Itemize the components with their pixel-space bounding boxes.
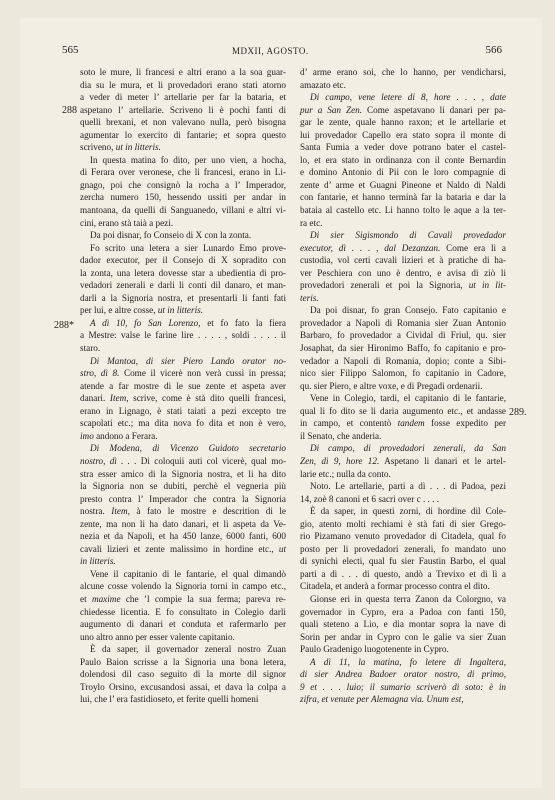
text-line [80, 166, 286, 179]
text-segment: 14, zoè 8 canoni et 6 sacri over c . . . . [300, 493, 440, 504]
italic-text-segment: zifra, et venute per Alemagna via. Unum est, [300, 694, 464, 705]
text-segment: cini, erano stà taià a pezi. [80, 217, 174, 228]
text-segment: zente d’ arme et Guagni Pineone et Naldo di Naldi [300, 179, 506, 190]
text-segment: la Signoria non se dubiti, perchè el vegneria più [80, 481, 286, 492]
text-segment: a Mestre: valse le farine lire . . . . , soldi . . . . il [80, 330, 286, 341]
text-line [300, 631, 506, 644]
text-segment: Come aspetavano li danari per pa- [362, 104, 506, 115]
text-segment: Gionse eri in questa terra Zanon da Colorgno, va [310, 593, 506, 604]
text-segment: amazato etc. [300, 79, 346, 90]
text-segment: il Senato, che anderia. [300, 430, 382, 441]
text-segment: soto le mure, li francesi e altri erano a la soa guar- [80, 67, 286, 77]
right-text-column [300, 66, 506, 706]
text-line [300, 204, 506, 217]
text-line [80, 329, 286, 342]
text-line [80, 442, 286, 455]
text-line [80, 279, 286, 292]
text-line [300, 593, 506, 606]
text-line [300, 455, 506, 468]
text-line [300, 292, 506, 305]
text-line [300, 217, 506, 230]
text-line [300, 104, 506, 117]
text-line [80, 154, 286, 167]
text-line [300, 643, 506, 656]
text-segment: zente, ma non li ha dato danari, et li aspeta da Ve- [80, 518, 286, 529]
text-line [300, 129, 506, 142]
text-line [80, 79, 286, 92]
text-line [80, 380, 286, 393]
text-segment: È da saper, in questi zorni, di hordine dil Cole- [310, 506, 506, 517]
italic-text-segment: Item, [111, 506, 130, 517]
running-title: MDXII, AGOSTO. [232, 46, 309, 56]
text-segment: rio Pizamano venuto provedador di Citadela, qual fo [300, 531, 506, 542]
text-segment: vedadori zenerali e darli li conti dil danaro, et man- [80, 280, 286, 291]
text-line [80, 606, 286, 619]
text-segment: alcune cosse volendo la Signoria torni in campo etc., [80, 581, 286, 592]
text-segment: quelli brexani, et non valevano nulla, però bisogna [80, 117, 286, 128]
text-segment: Fo scrito una letera a sier Lunardo Emo prove- [90, 242, 286, 253]
text-segment: qual li fo dito se li daria augumento etc., et andasse [300, 405, 506, 416]
text-line [80, 405, 286, 418]
text-segment: posto per li provedadori zenerali, fo mandato uno [300, 543, 506, 554]
italic-text-segment: Di Modena, di Vicenzo Guidoto secretario [90, 443, 286, 454]
text-segment: scapolati etc.; ma dita nova fo dita et non è vero, [80, 418, 286, 429]
text-segment: nico sier Filippo Salomon, fo capitanio in Cadore, [300, 368, 506, 379]
text-line [300, 693, 506, 706]
text-segment: Da poi disnar, fo Conseio di X con la zonta. [90, 230, 252, 241]
text-line [300, 405, 506, 418]
text-line [300, 493, 506, 506]
margin-number-288b: 288* [54, 320, 74, 331]
text-segment: governador in Cypro, era a Padoa con fanti 150, [300, 606, 506, 617]
text-line [300, 668, 506, 681]
text-line [300, 179, 506, 192]
text-line [300, 580, 506, 593]
text-segment: et fo fato la fiera [200, 317, 286, 328]
text-line [80, 668, 286, 681]
text-segment: nostra. [80, 506, 112, 517]
text-line [300, 304, 506, 317]
italic-text-segment: tandem [397, 418, 425, 429]
italic-text-segment: 9 et . . . luio; il sumario scriverò di soto: è in [300, 681, 506, 692]
text-segment: d’ arme erano soi, che lo hanno, per vendicharsi, [300, 67, 506, 77]
margin-number-288: 288 [62, 105, 77, 116]
text-segment: parti a dì . . . di questo, andò a Trevixo et di lì a [300, 568, 506, 579]
text-segment: lui, che l’ era fastidioseto, et ferite quelli homeni [80, 694, 259, 705]
italic-text-segment: teris. [300, 292, 319, 303]
text-segment: lui provedador Capello era stato sopra il monte di [300, 129, 506, 140]
text-line [300, 79, 506, 92]
text-line [300, 141, 506, 154]
text-segment: lo, et era stato in ordinanza con il conte Bernardin [300, 154, 506, 165]
text-segment: ra etc. [300, 217, 323, 228]
italic-text-segment: ut in litteris. [157, 305, 203, 316]
text-line [300, 154, 506, 167]
text-segment: Citadela, et anderà a formar processo contra el dito. [300, 581, 490, 592]
text-segment: fosse expedito per [424, 418, 507, 429]
italic-text-segment: Di Mantoa, di sier Piero Lando orator no- [90, 355, 286, 366]
text-segment: Paulo Gradenigo luogotenente in Cypro. [300, 644, 449, 655]
text-line [80, 468, 286, 481]
text-segment: Barbaro, fo provedador a Cividal di Friul, qu. sier [300, 330, 506, 341]
text-segment: bataia al castello etc. Li hanno tolto le aque a la ter- [300, 205, 506, 216]
text-segment: aspetano l’ artellarie. Scriveno li è pochi fanti di [80, 104, 286, 115]
italic-text-segment: pur a San Zen. [300, 104, 363, 115]
text-segment: nezia et da Napoli, et ha 450 lanze, 6000 fanti, 600 [80, 531, 286, 542]
text-line [80, 66, 286, 79]
text-line [300, 380, 506, 393]
text-segment: Troylo Orsino, excusandosi assai, et dava la colpa a [80, 681, 286, 692]
text-segment: gar le zente, quale hanno raxon; et le artellarie et [300, 117, 506, 128]
text-line [300, 229, 506, 242]
text-segment: Come era lì a [440, 242, 506, 253]
text-segment: augumento di danari et conduta et rafermarlo per [80, 619, 286, 630]
text-segment: dolendosi dil caso seguito di la morte dil signor [80, 669, 286, 680]
text-line [80, 204, 286, 217]
text-line [80, 304, 286, 317]
text-segment: in campo, et contentò [300, 418, 398, 429]
text-line [300, 91, 506, 104]
text-line [80, 179, 286, 192]
text-line [80, 229, 286, 242]
text-line [80, 530, 286, 543]
text-segment: Di coloquii auti col vicerè, qual mo- [136, 455, 287, 466]
text-segment: con fantarie, et hanno terminà far la bataria e dar la [300, 192, 506, 203]
italic-text-segment: in litteris. [80, 556, 116, 567]
text-segment: Vene il capitanio di le fantarie, el qual dimandò [90, 568, 286, 579]
italic-text-segment: executor, dì . . . , dal Dezanzan. [300, 242, 441, 253]
text-line [300, 530, 506, 543]
text-segment: à fato le mostre e descrition di le [129, 506, 287, 517]
text-line [300, 166, 506, 179]
italic-text-segment: ut in lit- [468, 280, 506, 291]
italic-text-segment: nostro, dì . . . [80, 455, 137, 466]
text-line [80, 242, 286, 255]
italic-text-segment: ut [278, 543, 286, 554]
text-segment: di Ferara over veronese, che li francesi, erano in Li- [80, 167, 286, 178]
text-line [80, 91, 286, 104]
text-line [300, 417, 506, 430]
text-segment: vedador a Napoli di Romania, dopio; conte a Sibi- [300, 355, 506, 366]
text-line [300, 355, 506, 368]
text-line [300, 392, 506, 405]
text-segment: Come il vicerè non verà cussì in pressa; [119, 368, 286, 379]
italic-text-segment: Di sier Sigismondo di Cavali provedador [310, 230, 506, 241]
text-segment: scriveno, [80, 142, 116, 153]
text-segment: agumentar lo exercito di fantarie; et sopra questo [80, 129, 286, 140]
italic-text-segment: Di campo, di provedadori zenerali, da San [310, 443, 506, 454]
text-line [300, 555, 506, 568]
text-line [300, 254, 506, 267]
text-line [80, 191, 286, 204]
text-segment: chiedesse licentia. E fo consultato in Colegio darli [80, 606, 286, 617]
text-segment: per lui, e altre cosse, [80, 305, 158, 316]
italic-text-segment: maxime [91, 593, 121, 604]
text-segment: qu. sier Piero, e altre voxe, e di Pregadi ordenarii. [300, 380, 483, 391]
italic-text-segment: ut in litteris. [115, 142, 161, 153]
text-line [80, 342, 286, 355]
text-line [300, 568, 506, 581]
text-line [80, 116, 286, 129]
text-segment: Josaphat, da sier Hironimo Baffo, fo capitanio e pro- [300, 343, 506, 354]
text-segment: staro. [80, 343, 101, 354]
text-segment: ver Peschiera con uno è dentro, e avisa di ziò li [300, 267, 506, 278]
text-line [80, 292, 286, 305]
page-number-right: 566 [485, 44, 502, 56]
text-line [300, 329, 506, 342]
text-segment: che ’l compie la sua ferma; pareva re- [120, 593, 286, 604]
text-line [300, 518, 506, 531]
text-line [300, 317, 506, 330]
text-line [300, 267, 506, 280]
text-line [300, 342, 506, 355]
text-segment: dia su le mura, et li provedadori erano stati atorno [80, 79, 286, 90]
text-line [80, 267, 286, 280]
text-segment: È da saper, il governador zeneral nostro Zuan [90, 644, 286, 655]
text-line [80, 430, 286, 443]
text-segment: custodia, vol certi cavali lizieri et à pratiche di ha- [300, 255, 506, 266]
text-segment: atende a far mostre di le sue zente et aspeta aver [80, 380, 286, 391]
text-segment: In questa matina fo dito, per uno vien, a hocha, [90, 154, 286, 165]
text-line [300, 543, 506, 556]
margin-number-289: 289. [509, 407, 527, 418]
text-segment: provedador a Napoli di Romania sier Zuan Antonio [300, 317, 506, 328]
text-line [300, 468, 506, 481]
text-segment: andono a Ferara. [93, 430, 158, 441]
text-segment: et [80, 593, 92, 604]
text-segment: stra esser amico di la Signoria nostra, et li ha dito [80, 468, 286, 479]
text-segment: darli a la Signoria nostra, et presentarli li fanti fati [80, 292, 286, 303]
text-line [80, 555, 286, 568]
text-line [300, 505, 506, 518]
text-segment: danari. [80, 393, 110, 404]
text-segment: Santa Fumia a veder dove potrano bater el castel- [300, 142, 506, 153]
text-segment: mantoana, da quelli di Sanguanedo, villani e altri vi- [80, 205, 286, 216]
text-line [80, 367, 286, 380]
page-number-left: 565 [62, 44, 79, 56]
text-segment: erano in Lignago, è stati taiati a pezi excepto tre [80, 405, 286, 416]
text-line [80, 141, 286, 154]
left-text-column [80, 66, 286, 706]
text-line [80, 392, 286, 405]
text-line [80, 480, 286, 493]
text-line [300, 367, 506, 380]
text-line [300, 116, 506, 129]
italic-text-segment: A dì 10, fo San Lorenzo, [90, 317, 201, 328]
running-header [62, 44, 502, 60]
text-line [80, 618, 286, 631]
text-line [80, 217, 286, 230]
italic-text-segment: di sier Andrea Badoer orator nostro, di primo, [300, 669, 506, 680]
text-line [80, 317, 286, 330]
text-line [80, 104, 286, 117]
text-line [80, 505, 286, 518]
text-segment: Da poi disnar, fo gran Consejo. Fato capitanio e [310, 305, 506, 316]
text-line [80, 580, 286, 593]
text-line [300, 606, 506, 619]
text-segment: Noto. Le artellarie, parti a dì . . . di Padoa, pezi [310, 481, 506, 492]
text-line [300, 656, 506, 669]
text-line [300, 191, 506, 204]
text-line [80, 631, 286, 644]
text-segment: larie etc.; nulla da conto. [300, 468, 391, 479]
text-line [80, 417, 286, 430]
text-line [80, 355, 286, 368]
text-segment: dador executor, per il Consejo di X sopradito con [80, 255, 286, 266]
text-line [300, 480, 506, 493]
text-segment: Sorin per andar in Cypro con le galie va sier Zuan [300, 631, 506, 642]
text-segment: Vene in Colegio, tardi, el capitanio di le fantarie, [310, 393, 506, 404]
text-segment: cavali lizieri et zente malissimo in hordine etc., [80, 543, 279, 554]
text-line [80, 568, 286, 581]
text-line [300, 681, 506, 694]
text-line [80, 643, 286, 656]
text-segment: gio, atento molti rechiami è stà fati di sier Grego- [300, 518, 506, 529]
text-segment: presto contra l’ Imperador che contra la Signoria [80, 493, 286, 504]
text-line [300, 66, 506, 79]
italic-text-segment: imo [80, 430, 94, 441]
text-segment: scrive, come è stà dito quelli francesi, [128, 393, 286, 404]
text-segment: zercha numero 150, hessendo ussiti per andar in [80, 192, 286, 203]
text-line [80, 681, 286, 694]
text-line [300, 618, 506, 631]
text-line [80, 518, 286, 531]
text-line [80, 129, 286, 142]
text-line [300, 442, 506, 455]
italic-text-segment: Di campo, vene letere di 8, hore . . . , date [310, 92, 506, 103]
text-line [80, 254, 286, 267]
text-line [80, 543, 286, 556]
italic-text-segment: A dì 11, la matina, fo letere di Ingaltera, [310, 656, 506, 667]
text-segment: la zonta, una letera dovesse star a ubedientia di pro- [80, 267, 286, 278]
text-line [80, 455, 286, 468]
text-line [300, 242, 506, 255]
italic-text-segment: stro, dì 8. [80, 368, 120, 379]
text-segment: di synichi electi, qual fu sier Faustin Barbo, el qual [300, 556, 506, 567]
italic-text-segment: Zen, dì 9, hore 12. [300, 455, 380, 466]
text-segment: a veder di meter l’ artellarie per far la bataria, et [80, 92, 286, 103]
text-segment: Paulo Baion scrisse a la Signoria una bona letera, [80, 656, 286, 667]
text-segment: provedadori zenerali et poi la Signoria, [300, 280, 469, 291]
italic-text-segment: Item, [109, 393, 129, 404]
text-line [80, 493, 286, 506]
text-line [80, 656, 286, 669]
text-line [80, 593, 286, 606]
text-segment: quali steteno a Lio, e dia montar sopra la nave di [300, 619, 506, 630]
text-segment: gnago, poi che consignò la rocha a l’ Imperador, [80, 179, 286, 190]
text-line [80, 693, 286, 706]
text-segment: Aspetano li danari et le artel- [379, 455, 506, 466]
text-segment: uno altro anno per esser valente capitanio. [80, 631, 235, 642]
text-line [300, 279, 506, 292]
text-segment: e domino Antonio di Pii con le loro compagnie di [300, 167, 506, 178]
text-line [300, 430, 506, 443]
